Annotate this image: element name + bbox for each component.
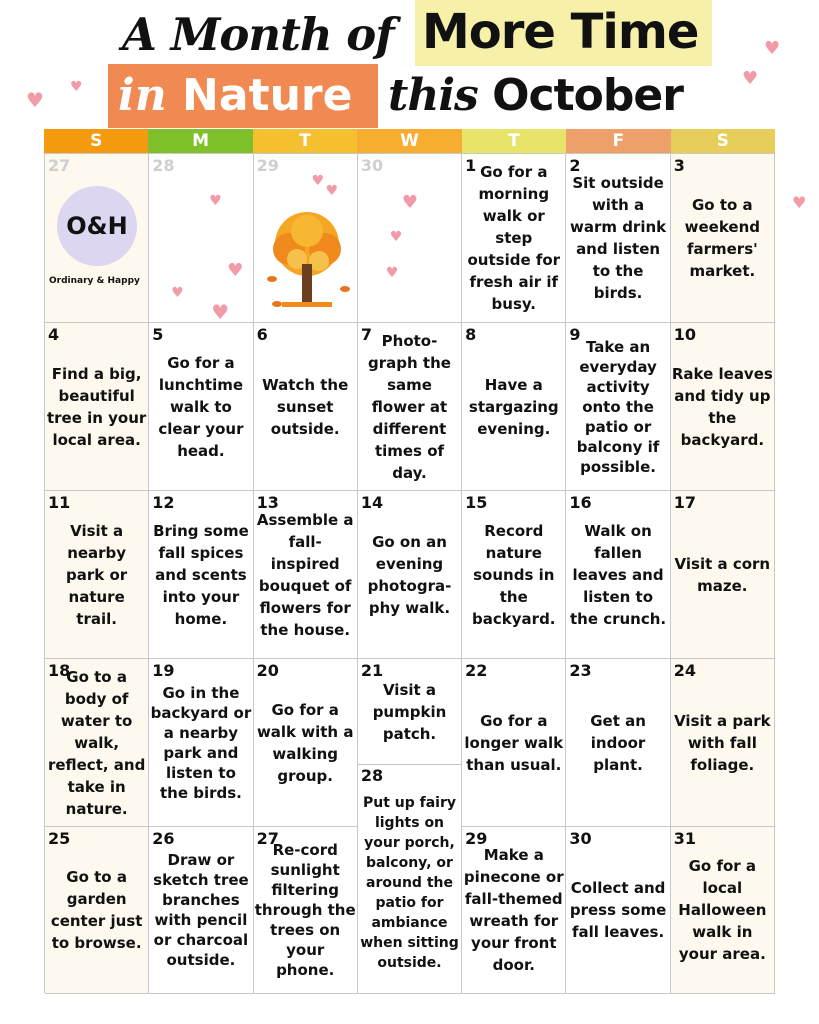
day-number: 5 — [152, 325, 164, 344]
calendar-cell — [671, 491, 775, 659]
activity-text: Record nature sounds in the backyard. — [472, 521, 556, 628]
calendar-cell — [149, 491, 253, 659]
activity-text: Have a stargazing evening. — [468, 375, 559, 438]
heart-icon: ♥ — [764, 38, 781, 59]
calendar-cell — [566, 491, 670, 659]
day-number: 18 — [48, 661, 71, 680]
day-number: 30 — [569, 829, 592, 848]
activity-text: Collect and press some fall leaves. — [569, 879, 667, 941]
calendar-cell — [566, 659, 670, 827]
activity-text: Go in the backyard or a nearby park and listen to the birds. — [150, 683, 252, 802]
day-number: 22 — [465, 661, 488, 680]
activity-text: Make a pinecone or fall-themed wreath for your front door. — [463, 846, 564, 974]
heart-icon: ♥ — [211, 300, 230, 323]
day-number: 30 — [360, 156, 384, 175]
day-number: 4 — [48, 325, 60, 344]
calendar-cell — [566, 827, 670, 994]
calendar-cell — [254, 659, 358, 827]
day-number: 10 — [673, 325, 696, 344]
activity-text: Go on an evening photogra-phy walk. — [367, 532, 452, 617]
day-number: 29 — [256, 156, 279, 175]
calendar-cell — [149, 827, 253, 994]
day-number: 16 — [569, 493, 592, 512]
day-number: 24 — [673, 661, 696, 680]
calendar-cell — [358, 491, 462, 659]
weekday-header — [44, 129, 775, 153]
calendar-cell — [462, 154, 566, 323]
day-number: 2 — [569, 156, 581, 175]
heart-icon: ♥ — [70, 79, 83, 95]
calendar-cell — [671, 827, 775, 994]
heart-icon: ♥ — [209, 193, 222, 209]
heart-icon: ♥ — [742, 68, 759, 89]
activity-text: Find a big, beautiful tree in your local area. — [46, 364, 147, 449]
activity-text: Go to a weekend farmers' market. — [684, 196, 761, 280]
weekday-tue: T — [253, 129, 357, 153]
calendar-cell-prev — [149, 154, 253, 323]
day-number: 13 — [256, 493, 279, 512]
calendar-cell — [462, 323, 566, 491]
day-number: 28 — [152, 156, 175, 175]
calendar-cell — [45, 827, 149, 994]
day-number: 3 — [673, 156, 685, 175]
day-number: 9 — [569, 325, 581, 344]
heart-icon: ♥ — [311, 173, 325, 189]
day-number: 1 — [465, 156, 477, 175]
weekday-sun: S — [44, 129, 148, 153]
day-number: 27 — [256, 829, 279, 848]
activity-text: Go to a garden center just to browse. — [50, 868, 143, 952]
heart-icon: ♥ — [26, 88, 44, 112]
calendar-cell — [254, 827, 358, 994]
calendar-cell — [358, 323, 462, 491]
weekday-wed: W — [357, 129, 461, 153]
calendar-cell — [45, 659, 149, 827]
day-number: 21 — [360, 661, 384, 680]
logo-name: Ordinary & Happy — [49, 276, 140, 286]
day-number: 31 — [673, 829, 696, 848]
calendar-cell — [671, 154, 775, 323]
logo-icon: O&H — [57, 186, 137, 266]
day-number: 11 — [48, 493, 71, 512]
day-number: 8 — [465, 325, 477, 344]
day-number: 14 — [360, 493, 384, 512]
activity-text: Go to a body of water to walk, reflect, and take in nature. — [47, 667, 146, 818]
day-number: 19 — [152, 661, 175, 680]
day-number: 12 — [152, 493, 175, 512]
calendar-cell — [671, 323, 775, 491]
calendar-cell — [254, 491, 358, 659]
calendar-cell — [358, 764, 461, 993]
heart-icon: ♥ — [385, 265, 399, 281]
title-line1-part2: More Time — [422, 4, 699, 60]
calendar-cell — [671, 659, 775, 827]
calendar-cell-prev — [45, 154, 149, 323]
activity-text: Put up fairy lights on your porch, balcony, or around the patio for ambiance when sitting outside. — [360, 794, 459, 971]
heart-icon: ♥ — [792, 193, 807, 212]
weekday-thu: T — [462, 129, 566, 153]
calendar-cell — [462, 827, 566, 994]
heart-icon: ♥ — [389, 229, 403, 245]
day-number: 20 — [256, 661, 279, 680]
day-number: 29 — [465, 829, 488, 848]
day-number: 17 — [673, 493, 696, 512]
activity-text: Draw or sketch tree branches with pencil or charcoal outside. — [153, 851, 249, 969]
calendar-cell — [358, 659, 461, 765]
activity-text: Visit a corn maze. — [674, 554, 771, 595]
calendar-cell — [149, 323, 253, 491]
activity-text: Go for a lunchtime walk to clear your head. — [158, 353, 244, 460]
day-number: 15 — [465, 493, 488, 512]
calendar-cell — [462, 491, 566, 659]
activity-text: Photo-graph the same flower at different times of day. — [368, 331, 451, 482]
calendar-cell — [566, 323, 670, 491]
activity-text: Visit a nearby park or nature trail. — [66, 521, 128, 628]
calendar-cell — [462, 659, 566, 827]
day-number: 23 — [569, 661, 592, 680]
activity-text: Re-cord sunlight filtering through the trees on your phone. — [254, 841, 356, 979]
day-number: 25 — [48, 829, 71, 848]
activity-text: Sit outside with a warm drink and listen to the birds. — [569, 174, 667, 302]
activity-text: Go for a local Halloween walk in your area. — [678, 857, 767, 963]
activity-text: Visit a pumpkin patch. — [372, 680, 447, 743]
heart-icon: ♥ — [325, 183, 339, 199]
calendar-cell — [254, 323, 358, 491]
title-line1-part1: A Month of — [122, 8, 394, 61]
day-number: 27 — [48, 156, 71, 175]
weekday-fri: F — [566, 129, 670, 153]
activity-text: Walk on fallen leaves and listen to the crunch. — [569, 521, 667, 628]
calendar-cell — [149, 659, 253, 827]
activity-text: Watch the sunset outside. — [262, 375, 349, 438]
calendar-cell — [566, 154, 670, 323]
activity-text: Take an everyday activity onto the patio or balcony if possible. — [576, 337, 660, 476]
activity-text: Visit a park with fall foliage. — [674, 711, 771, 774]
activity-text: Assemble a fall-inspired bouquet of flowers for the house. — [256, 510, 354, 639]
day-number: 28 — [360, 766, 384, 785]
activity-text: Bring some fall spices and scents into your home. — [153, 521, 249, 628]
calendar-cell — [45, 491, 149, 659]
day-number: 6 — [256, 325, 268, 344]
activity-text: Go for a morning walk or step outside for fresh air if busy. — [467, 163, 561, 313]
activity-text: Go for a longer walk than usual. — [464, 711, 564, 774]
autumn-tree-icon — [257, 209, 357, 319]
activity-text: Get an indoor plant. — [590, 711, 646, 774]
activity-text: Go for a walk with a walking group. — [256, 700, 354, 785]
calendar-cell-split — [358, 659, 462, 994]
heart-icon: ♥ — [401, 192, 418, 213]
heart-icon: ♥ — [227, 260, 244, 281]
title-line2-part1: in Nature — [118, 70, 353, 121]
title-line2-part2: this October — [388, 70, 683, 121]
calendar-cell-prev — [358, 154, 462, 323]
activity-text: Rake leaves and tidy up the backyard. — [671, 364, 773, 449]
calendar-cell — [45, 323, 149, 491]
calendar-grid — [44, 153, 775, 993]
day-number: 7 — [360, 325, 372, 344]
heart-icon: ♥ — [171, 285, 184, 301]
weekday-sat: S — [671, 129, 775, 153]
day-number: 26 — [152, 829, 175, 848]
calendar-cell-prev — [254, 154, 358, 323]
weekday-mon: M — [148, 129, 252, 153]
